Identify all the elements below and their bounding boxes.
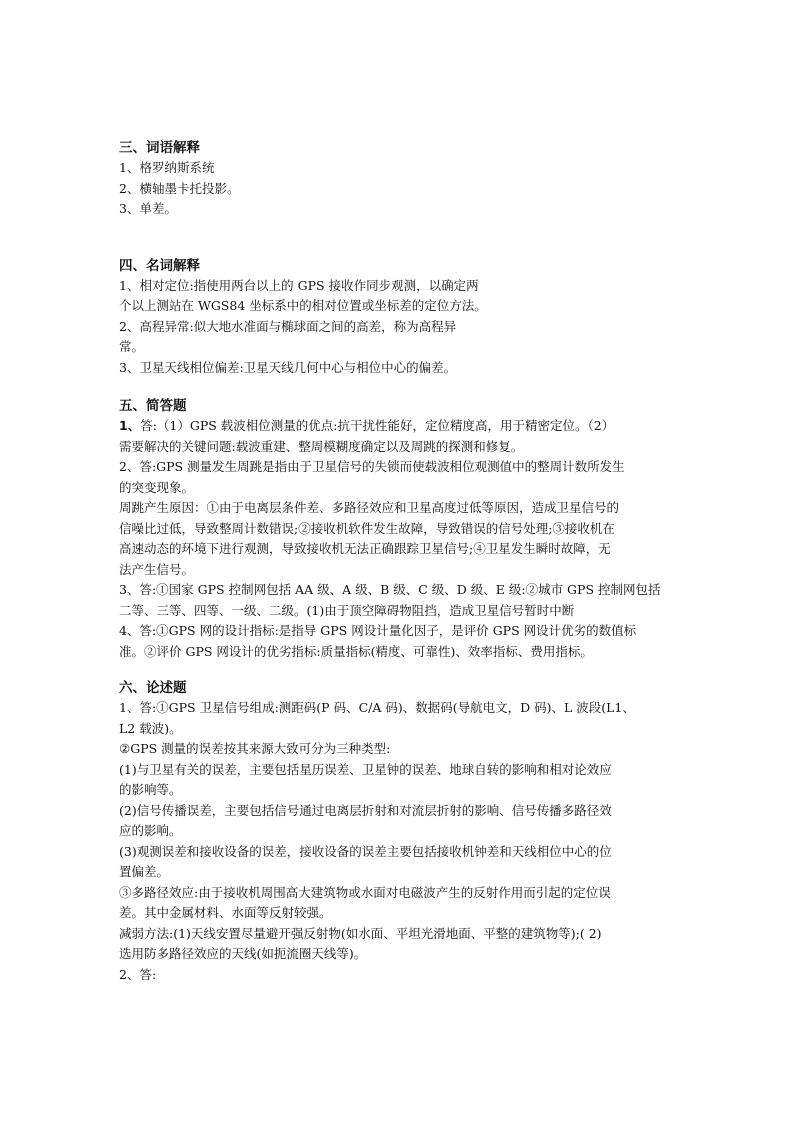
text-line: 4、答:①GPS 网的设计指标:是指导 GPS 网设计量化因子，是评价 GPS 网设计优劣的数值标 [119, 623, 637, 638]
text-line: 二等、三等、四等、一级、二级。(1)由于顶空障碍物阻挡，造成卫星信号暂时中断 [119, 602, 575, 618]
text-line: 准。②评价 GPS 网设计的优劣指标:质量指标(精度、可靠性)、效率指标、费用指标。 [119, 643, 593, 659]
section-short-answer [119, 396, 679, 662]
text-line: 个以上测站在 WGS84 坐标系中的相对位置或坐标差的定位方法。 [119, 298, 487, 313]
text-line: 3、答:①国家 GPS 控制网包括 AA 级、A 级、B 级、C 级、D 级、E 级:②城市 GPS 控制网包括 [119, 582, 661, 597]
text-line: 差。其中金属材料、水面等反射较强。 [119, 905, 332, 920]
text-line: 的影响等。 [119, 782, 182, 797]
question-number: 1、 [119, 418, 141, 433]
text-line: 2、横轴墨卡托投影。 [119, 180, 240, 196]
section-heading: 六、论述题 [119, 680, 187, 696]
text-line: 信噪比过低，导致整周计数错误;②接收机软件发生故障，导致错误的信号处理;③接收机在 [119, 520, 615, 536]
text-line: ②GPS 测量的误差按其来源大致可分为三种类型: [119, 741, 391, 756]
text-line: 2、答: [119, 966, 157, 982]
text-line: 减弱方法:(1)天线安置尽量避开强反射物(如水面、平坦光滑地面、平整的建筑物等);( 2) [119, 925, 602, 941]
section-term-explanation [119, 256, 679, 379]
text-line: 常。 [119, 339, 145, 354]
text-line: L2 载波)。 [119, 720, 182, 736]
text-line: 高速动态的环境下进行观测，导致接收机无法正确跟踪卫星信号;④卫星发生瞬时故障，无 [119, 541, 611, 556]
text-line: 2、高程异常:似大地水准面与椭球面之间的高差，称为高程异 [119, 318, 457, 334]
text-line: 周跳产生原因：①由于电离层条件差、多路径效应和卫星高度过低等原因，造成卫星信号的 [119, 500, 620, 515]
text-line: 选用防多路径效应的天线(如扼流圈天线等)。 [119, 946, 367, 961]
text-line: 法产生信号。 [119, 561, 195, 577]
answer-text: 答:（1）GPS 载波相位测量的优点:抗干扰性能好，定位精度高，用于精密定位。（2） [140, 418, 615, 433]
section-heading: 四、名词解释 [119, 257, 200, 274]
text-line: ③多路径效应:由于接收机周围高大建筑物或水面对电磁波产生的反射作用而引起的定位误 [119, 884, 611, 900]
text-line: 1、格罗纳斯系统 [119, 160, 215, 175]
document-page [119, 138, 679, 985]
text-line: (1)与卫星有关的误差，主要包括星历误差、卫星钟的误差、地球自转的影响和相对论效应 [119, 761, 612, 777]
section-heading: 三、词语解释 [119, 140, 200, 156]
section-word-explanation [119, 138, 679, 220]
text-line: 1、答:①GPS 卫星信号组成:测距码(P 码、C/A 码)、数据码(导航电文，D 码)、L 波段(L1、 [119, 700, 635, 715]
text-line [119, 416, 679, 437]
text-line: 1、相对定位:指使用两台以上的 GPS 接收作同步观测，以确定两 [119, 277, 479, 293]
text-line: 应的影响。 [119, 823, 182, 838]
text-line: 需要解决的关键问题:载波重建、整周模糊度确定以及周跳的探测和修复。 [119, 438, 524, 454]
text-line: 的突变现象。 [119, 479, 195, 495]
section-heading: 五、简答题 [119, 398, 187, 414]
text-line: (3)观测误差和接收设备的误差，接收设备的误差主要包括接收机钟差和天线相位中心的位 [119, 843, 612, 859]
text-line: 3、单差。 [119, 201, 177, 216]
text-line: 2、答:GPS 测量发生周跳是指由于卫星信号的失锁而使载波相位观测值中的整周计数所发生 [119, 459, 625, 474]
text-line: (2)信号传播误差，主要包括信号通过电离层折射和对流层折射的影响、信号传播多路径效 [119, 802, 612, 818]
text-line: 3、卫星天线相位偏差:卫星天线几何中心与相位中心的偏差。 [119, 359, 457, 375]
section-essay [119, 678, 679, 985]
text-line: 置偏差。 [119, 864, 170, 879]
